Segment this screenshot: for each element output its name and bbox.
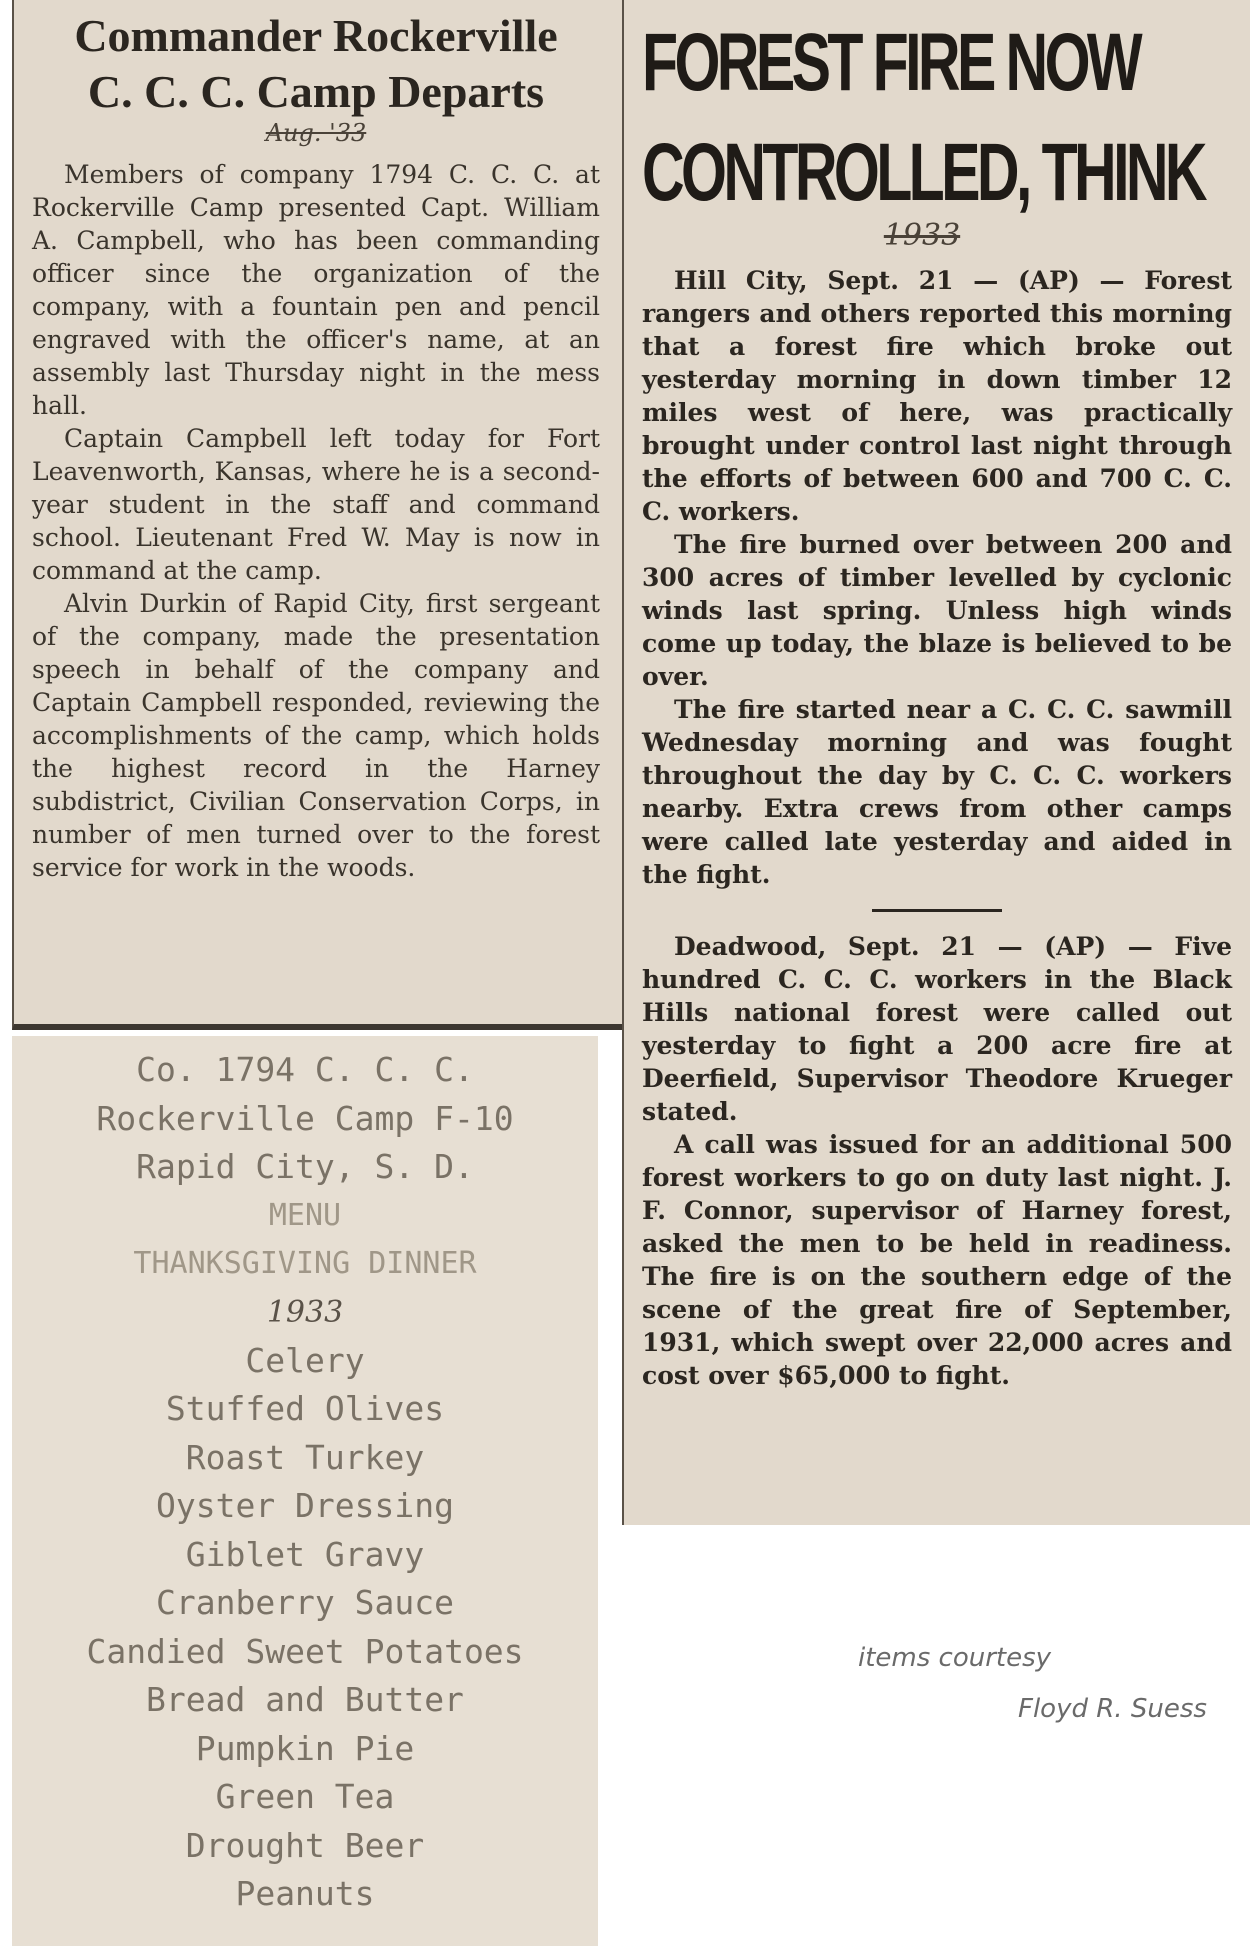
- fire-section-divider: [872, 909, 1002, 912]
- menu-item: Bread and Butter: [146, 1680, 464, 1719]
- fire-headline-line1: FOREST FIRE NOW: [642, 17, 1140, 108]
- menu-item: Oyster Dressing: [155, 1486, 454, 1525]
- campbell-headline-line2: C. C. C. Camp Departs: [87, 66, 545, 117]
- fire-handwritten-year: 1933: [883, 218, 961, 253]
- menu-item: Green Tea: [215, 1777, 395, 1816]
- menu-item: Peanuts: [235, 1874, 375, 1913]
- menu-item: Drought Beer: [185, 1825, 425, 1865]
- campbell-paragraph-2: Captain Campbell left today for Fort Leavenworth, Kansas, where he is a second-year student in the staff and command school. Lieutenant Fred W. May is now in command at the camp.: [32, 424, 600, 585]
- fire-headline-line2: CONTROLLED, THINK: [642, 127, 1204, 218]
- menu-occasion: THANKSGIVING DINNER: [133, 1246, 477, 1281]
- menu-item: Candied Sweet Potatoes: [86, 1631, 524, 1671]
- thanksgiving-menu-card: [12, 1036, 598, 1946]
- menu-handwritten-year: 1933: [266, 1294, 344, 1330]
- credit-line-1: items courtesy: [858, 1643, 1052, 1673]
- campbell-handwritten-date: Aug. '33: [265, 119, 367, 147]
- menu-item: Stuffed Olives: [165, 1389, 445, 1428]
- campbell-paragraph-3: Alvin Durkin of Rapid City, first sergeant of the company, made the presentation speech in behalf of the company and Captain Campbell responded, reviewing the accomplishments of the camp, which holds the highest record in the Harney subdistrict, Civilian Conservation Corps, in number of men turned over to the forest service for work in the woods.: [32, 589, 600, 882]
- menu-camp: Rockerville Camp F-10: [96, 1098, 514, 1138]
- fire-paragraph-3: The fire started near a C. C. C. sawmill Wednesday morning and was fought throughout the day by C. C. C. workers nearby. Extra crews from other camps were called late yesterday and aided in the fight.: [642, 695, 1232, 889]
- campbell-paragraph-1: Members of company 1794 C. C. C. at Rockerville Camp presented Capt. William A. Campbell, who has been commanding officer since the organization of the company, with a fountain pen and pencil engraved with the officer's name, at an assembly last Thursday night in the mess hall.: [32, 160, 600, 420]
- menu-city: Rapid City, S. D.: [136, 1147, 474, 1186]
- credit-line-2: Floyd R. Suess: [1018, 1694, 1207, 1724]
- campbell-clipping: [12, 0, 624, 1030]
- fire-paragraph-5: A call was issued for an additional 500 forest workers to go on duty last night. J. F. Connor, supervisor of Harney forest, asked the men to be held in readiness. The fire is on the southern edge of the scene of the great fire of September, 1931, which swept over 22,000 acres and cost over $65,000 to fight.: [642, 1130, 1232, 1390]
- menu-item: Pumpkin Pie: [195, 1728, 415, 1768]
- fire-paragraph-4: Deadwood, Sept. 21 — (AP) — Five hundred C. C. C. workers in the Black Hills national forest were called out yesterday to fight a 200 acre fire at Deerfield, Supervisor Theodore Krueger stated.: [642, 932, 1232, 1126]
- menu-item: Giblet Gravy: [185, 1534, 425, 1574]
- fire-paragraph-1: Hill City, Sept. 21 — (AP) — Forest rangers and others reported this morning that a forest fire which broke out yesterday morning in down timber 12 miles west of here, was practically brought under control last night through the efforts of between 600 and 700 C. C. C. workers.: [642, 266, 1232, 526]
- menu-title: MENU: [268, 1197, 342, 1233]
- menu-company: Co. 1794 C. C. C.: [136, 1050, 474, 1089]
- menu-item: Celery: [245, 1340, 365, 1380]
- menu-item: Cranberry Sauce: [155, 1583, 454, 1622]
- fire-paragraph-2: The fire burned over between 200 and 300 acres of timber levelled by cyclonic winds last spring. Unless high winds come up today, the blaze is believed to be over.: [642, 530, 1232, 691]
- forest-fire-clipping: [622, 0, 1250, 1525]
- campbell-headline-line1: Commander Rockerville: [74, 10, 558, 61]
- menu-item: Roast Turkey: [185, 1437, 425, 1477]
